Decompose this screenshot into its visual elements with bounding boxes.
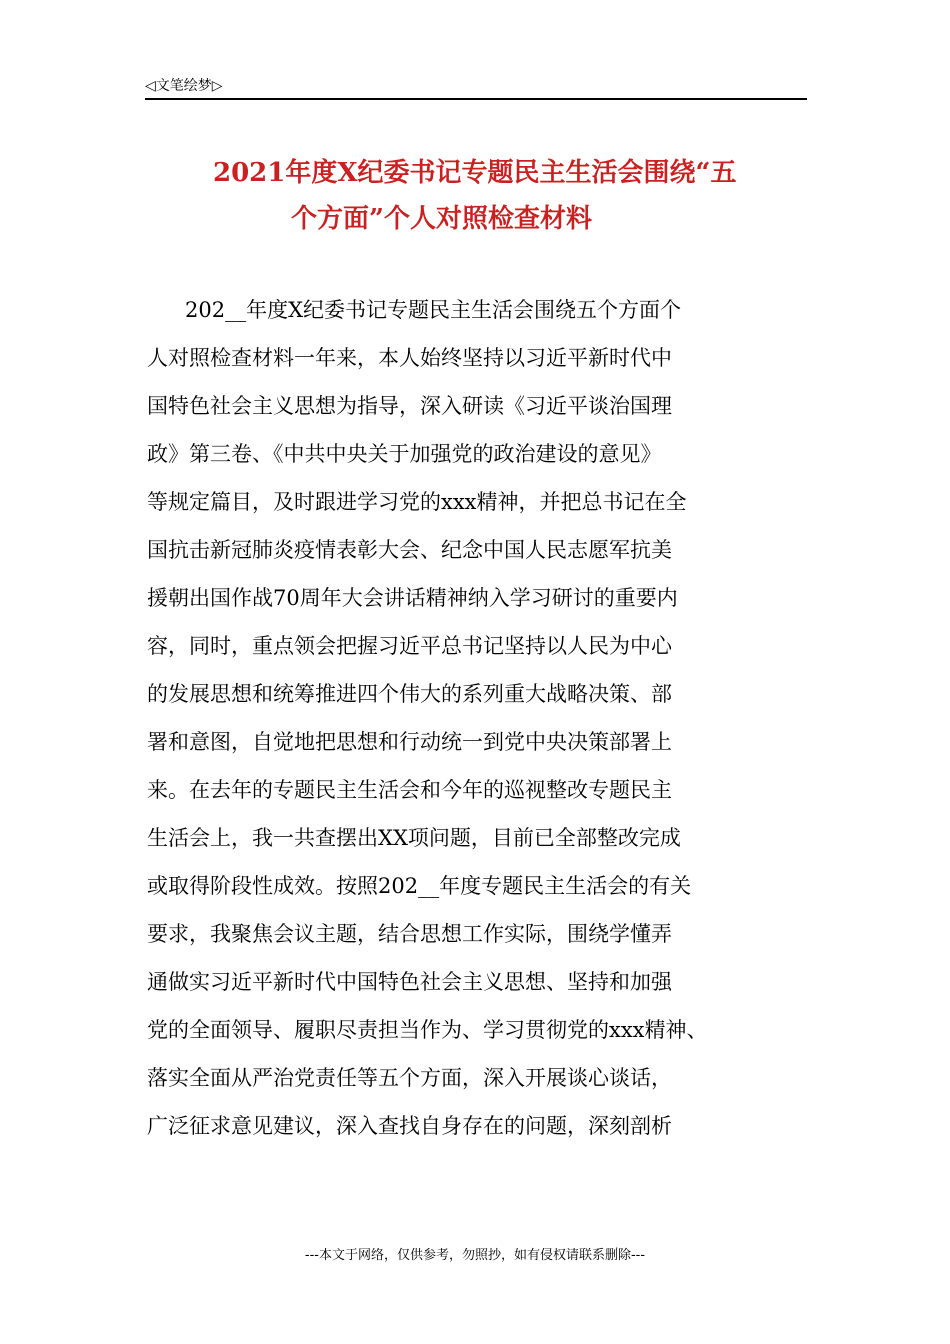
title-line: 2021年度X纪委书记专题民主生活会围绕“五	[213, 158, 737, 188]
header-brand: ◁文笔绘梦▷	[145, 78, 223, 94]
page-footer: ---本文于网络，仅供参考，勿照抄，如有侵权请联系删除---	[304, 1248, 646, 1263]
paragraph-line: 通做实习近平新时代中国特色社会主义思想、坚持和加强	[147, 970, 672, 994]
page-header	[145, 70, 807, 100]
title-line: 个方面”个人对照检查材料	[291, 204, 592, 234]
paragraph-line: 政》第三卷、《中共中央关于加强党的政治建设的意见》	[147, 442, 662, 466]
paragraph-line: 或取得阶段性成效。按照202__年度专题民主生活会的有关	[147, 874, 692, 898]
paragraph-line: 202__年度X纪委书记专题民主生活会围绕五个方面个	[185, 298, 682, 322]
paragraph-line: 要求，我聚焦会议主题，结合思想工作实际，围绕学懂弄	[147, 922, 672, 946]
paragraph-line: 的发展思想和统筹推进四个伟大的系列重大战略决策、部	[147, 682, 672, 706]
paragraph-line: 人对照检查材料一年来，本人始终坚持以习近平新时代中	[147, 346, 672, 370]
paragraph-line: 党的全面领导、履职尽责担当作为、学习贯彻党的xxx精神、	[147, 1018, 708, 1042]
paragraph-line: 来。在去年的专题民主生活会和今年的巡视整改专题民主	[147, 778, 672, 802]
paragraph-line: 援朝出国作战70周年大会讲话精神纳入学习研讨的重要内	[147, 586, 678, 610]
paragraph-line: 容，同时，重点领会把握习近平总书记坚持以人民为中心	[147, 634, 672, 658]
paragraph-line: 广泛征求意见建议，深入查找自身存在的问题，深刻剖析	[147, 1114, 672, 1138]
paragraph-line: 国抗击新冠肺炎疫情表彰大会、纪念中国人民志愿军抗美	[147, 538, 672, 562]
paragraph-line: 署和意图，自觉地把思想和行动统一到党中央决策部署上	[147, 730, 672, 754]
paragraph-line: 生活会上，我一共查摆出XX项问题，目前已全部整改完成	[147, 826, 681, 850]
paragraph-line: 落实全面从严治党责任等五个方面，深入开展谈心谈话，	[147, 1066, 672, 1090]
paragraph-line: 等规定篇目，及时跟进学习党的xxx精神，并把总书记在全	[147, 490, 687, 514]
paragraph-line: 国特色社会主义思想为指导，深入研读《习近平谈治国理	[147, 394, 672, 418]
